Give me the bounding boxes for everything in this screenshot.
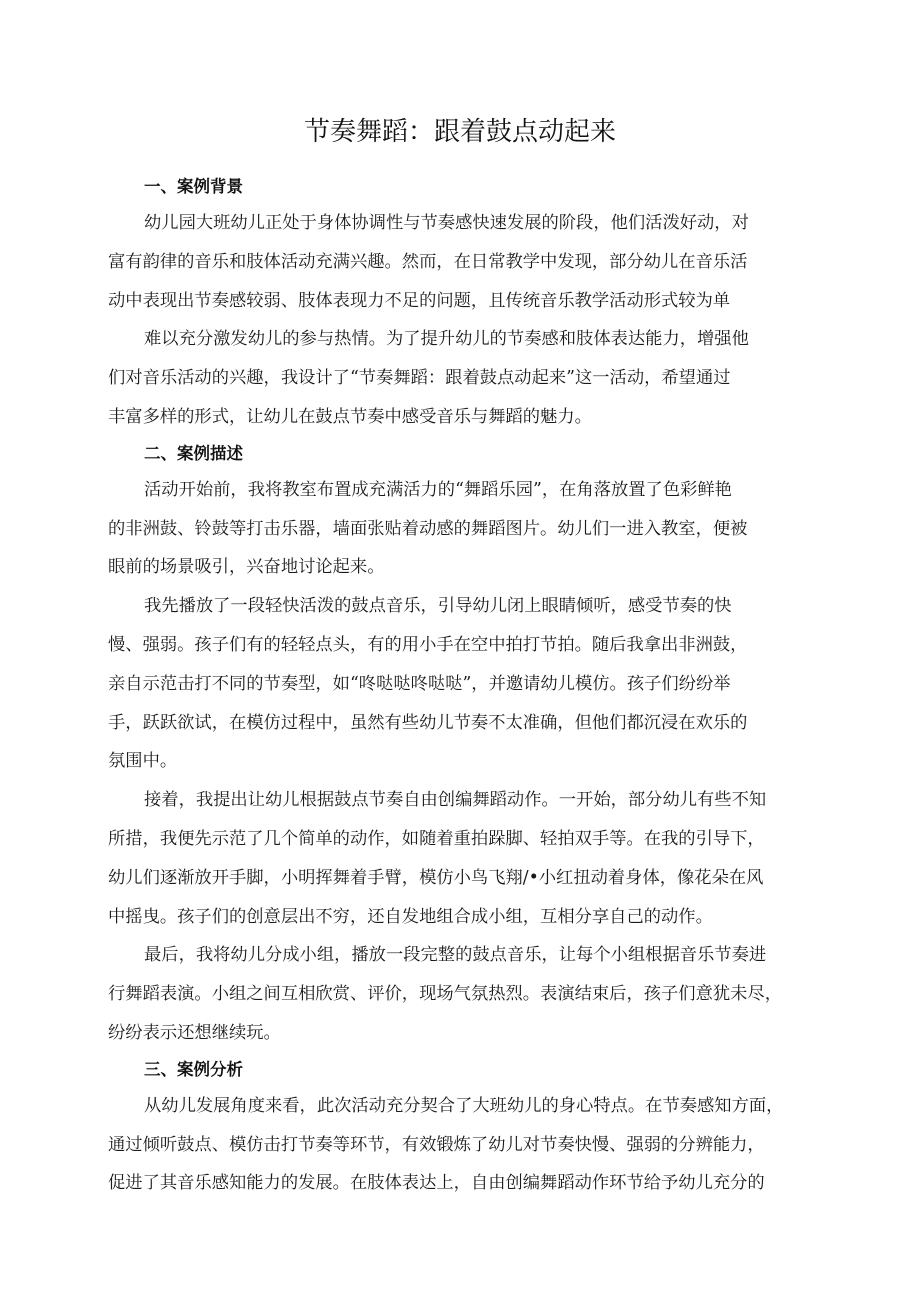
paragraph-line: 慢、强弱。孩子们有的轻轻点头，有的用小手在空中拍打节拍。随后我拿出非洲鼓， xyxy=(108,634,748,655)
paragraph-line: 幼儿们逐渐放开手脚，小明挥舞着手臂，模仿小鸟飞翔/•小红扭动着身体，像花朵在风 xyxy=(108,867,764,888)
paragraph xyxy=(108,1087,812,1203)
paragraph-line: 从幼儿发展角度来看，此次活动充分契合了大班幼儿的身心特点。在节奏感知方面， xyxy=(144,1095,784,1116)
paragraph-line: 动中表现出节奏感较弱、肢体表现力不足的问题，且传统音乐教学活动形式较为单 xyxy=(108,290,731,311)
paragraph-line: 最后，我将幼儿分成小组，播放一段完整的鼓点音乐，让每个小组根据音乐节奏进 xyxy=(144,945,767,966)
paragraph-line: 富有韵律的音乐和肢体活动充满兴趣。然而，在日常教学中发现，部分幼儿在音乐活 xyxy=(108,251,748,272)
paragraph-line: 幼儿园大班幼儿正处于身体协调性与节奏感快速发展的阶段，他们活泼好动，对 xyxy=(144,213,749,233)
paragraph xyxy=(108,320,812,436)
document-title: 节奏舞蹈：跟着鼓点动起来 xyxy=(303,117,616,147)
paragraph-line: 氛围中。 xyxy=(108,751,178,772)
paragraph-line: 接着，我提出让幼儿根据鼓点节奏自由创编舞蹈动作。一开始，部分幼儿有些不知 xyxy=(144,790,767,811)
paragraph-line: 中摇曳。孩子们的创意层出不穷，还自发地组合成小组，互相分享自己的动作。 xyxy=(108,906,713,927)
paragraph-line: 手，跃跃欲试，在模仿过程中，虽然有些幼儿节奏不太准确，但他们都沉浸在欢乐的 xyxy=(108,712,748,733)
paragraph-line: 的非洲鼓、铃鼓等打击乐器，墙面张贴着动感的舞蹈图片。幼儿们一进入教室，便被 xyxy=(108,518,748,539)
paragraph-line: 纷纷表示还想继续玩。 xyxy=(108,1022,281,1043)
paragraph xyxy=(108,204,812,320)
document-body xyxy=(108,170,812,1203)
paragraph-line: 难以充分激发幼儿的参与热情。为了提升幼儿的节奏感和肢体表达能力，增强他 xyxy=(144,329,749,350)
paragraph xyxy=(108,587,812,781)
section-heading: 一、案例背景 xyxy=(144,177,243,196)
section-heading: 三、案例分析 xyxy=(144,1059,243,1079)
paragraph-line: 亲自示范击打不同的节奏型，如“咚哒哒咚哒哒”，并邀请幼儿模仿。孩子们纷纷举 xyxy=(108,673,731,694)
paragraph-line: 活动开始前，我将教室布置成充满活力的“舞蹈乐园”，在角落放置了色彩鲜艳 xyxy=(144,479,732,500)
paragraph-line: 我先播放了一段轻快活泼的鼓点音乐，引导幼儿闭上眼睛倾听，感受节奏的快 xyxy=(144,596,732,617)
paragraph-line: 们对音乐活动的兴趣，我设计了“节奏舞蹈：跟着鼓点动起来”这一活动，希望通过 xyxy=(108,368,731,389)
paragraph-line: 丰富多样的形式，让幼儿在鼓点节奏中感受音乐与舞蹈的魅力。 xyxy=(108,406,592,427)
paragraph xyxy=(108,781,812,936)
section-heading: 二、案例描述 xyxy=(144,443,243,463)
paragraph-line: 行舞蹈表演。小组之间互相欣赏、评价，现场气氛热烈。表演结束后，孩子们意犹未尽， xyxy=(108,984,782,1005)
paragraph-line: 通过倾听鼓点、模仿击打节奏等环节，有效锻炼了幼儿对节奏快慢、强弱的分辨能力， xyxy=(108,1134,765,1155)
paragraph-line: 眼前的场景吸引，兴奋地讨论起来。 xyxy=(108,557,385,578)
paragraph xyxy=(108,936,812,1052)
paragraph xyxy=(108,471,812,587)
paragraph-line: 促进了其音乐感知能力的发展。在肢体表达上，自由创编舞蹈动作环节给予幼儿充分的 xyxy=(108,1173,765,1194)
paragraph-line: 所措，我便先示范了几个简单的动作，如随着重拍跺脚、轻拍双手等。在我的引导下， xyxy=(108,828,765,849)
